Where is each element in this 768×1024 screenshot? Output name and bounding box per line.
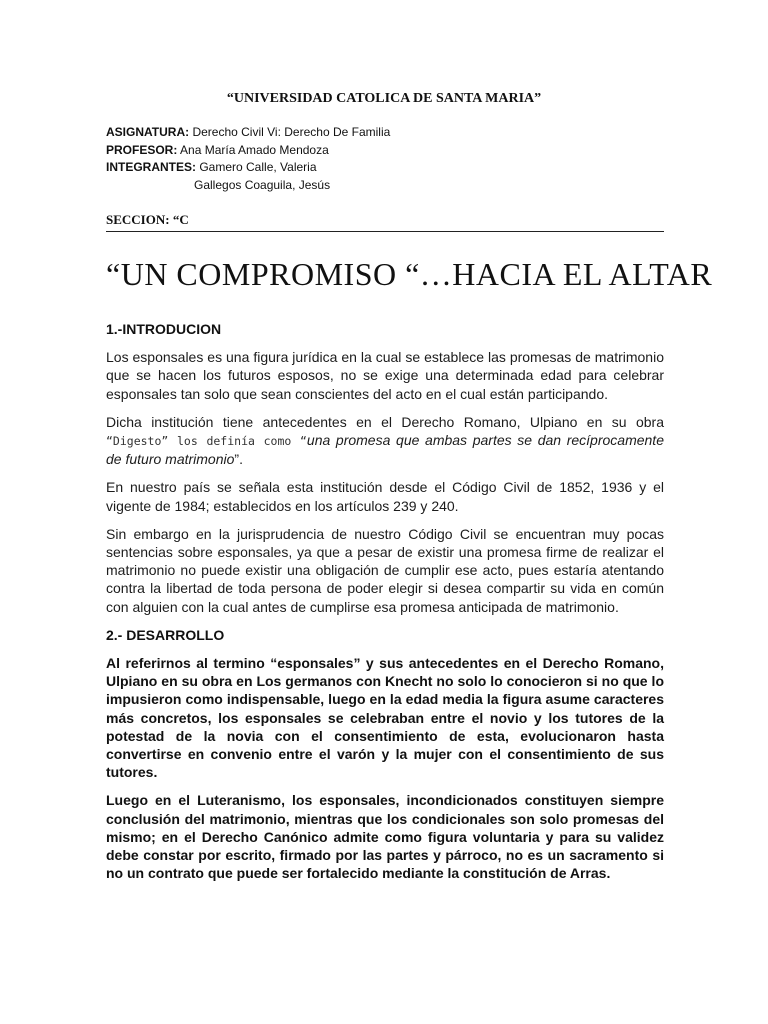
desarrollo-paragraph-2: Luego en el Luteranismo, los esponsales, incondicionados constituyen siempre conclusión del matrimonio, mientras que los condicionales son solo promesas del mismo; en el Derecho Canónico admite como figura voluntaria y para su validez debe constar por escrito, firmado por las partes y párroco, no es un sacramento si no un contrato que puede ser fortalecido mediante la constitución de Arras. [106, 792, 664, 882]
document-metadata [106, 124, 390, 194]
asignatura-row [106, 124, 390, 142]
seccion-label: SECCION: “C [106, 212, 664, 232]
intro-paragraph-3: En nuestro país se señala esta institución desde el Código Civil de 1852, 1936 y el vigente de 1984; establecidos en los artículos 239 y 240. [106, 479, 664, 514]
intro-p2-text-d: ”. [234, 451, 243, 468]
asignatura-label: ASIGNATURA: [106, 125, 190, 139]
document-title: “UN COMPROMISO “…HACIA EL ALTAR [106, 256, 713, 292]
intro-p2-text-a: Dicha institución tiene antecedentes en el Derecho Romano, Ulpiano en su obra [106, 413, 664, 430]
integrantes-row [106, 159, 390, 177]
intro-paragraph-4: Sin embargo en la jurisprudencia de nuestro Código Civil se encuentran muy pocas sentencias sobre esponsales, ya que a pesar de existir una promesa firme de realizar el matrimonio no puede existir una obligación de cumplir ese acto, pues estaría atentando contra la libertad de toda persona de poder elegir si desea compartir su vida en común con alguien con la cual antes de cumplirse esa promesa anticipada de matrimonio. [106, 525, 664, 615]
document-body [106, 320, 664, 892]
intro-p2-text-b: “Digesto” los definía como “ [106, 434, 307, 449]
integrantes-value-1: Gamero Calle, Valeria [196, 160, 317, 174]
section-heading-introduccion: 1.-INTRODUCION [106, 321, 222, 337]
profesor-label: PROFESOR: [106, 142, 178, 157]
asignatura-value: Derecho Civil Vi: Derecho De Familia [189, 125, 391, 139]
intro-p2-quote: una promesa que ambas partes se dan recíprocamente de futuro matrimonio [106, 432, 664, 468]
profesor-value: Ana María Amado Mendoza [177, 142, 329, 157]
intro-paragraph-1: Los esponsales es una figura jurídica en la cual se establece las promesas de matrimonio que se hacen los futuros esposos, no se exige una determinada edad para celebrar esponsales tan solo que sean conscientes del acto en el cual están participando. [106, 349, 664, 402]
profesor-row [106, 142, 390, 160]
section-heading-desarrollo: 2.- DESARROLLO [106, 626, 225, 643]
integrantes-row-2 [106, 177, 390, 195]
desarrollo-paragraph-1: Al referirnos al termino “esponsales” y sus antecedentes en el Derecho Romano, Ulpiano en su obra en Los germanos con Knecht no solo lo conocieron si no que lo impusieron como indispensable, luego en la edad media la figura asume caracteres más concretos, los esponsales se celebraban entre el novio y los tutores de la potestad de la novia con el consentimiento de esta, evolucionaron hasta convertirse en convenio entre el varón y la mujer con el consentimiento de sus tutores. [106, 655, 664, 781]
university-name: “UNIVERSIDAD CATOLICA DE SANTA MARIA” [226, 91, 542, 106]
integrantes-label: INTEGRANTES: [106, 160, 196, 174]
intro-paragraph-2 [106, 413, 664, 469]
integrantes-value-2: Gallegos Coaguila, Jesús [194, 177, 331, 192]
